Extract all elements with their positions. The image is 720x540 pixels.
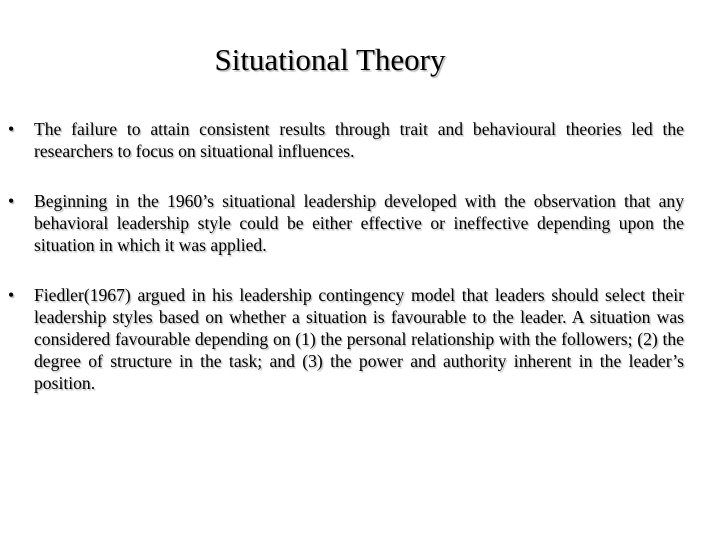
bullet-dot-icon: • <box>8 285 15 305</box>
bullet-item <box>8 118 684 162</box>
slide-title: Situational Theory <box>214 42 446 77</box>
bullet-dot-icon: • <box>8 119 15 139</box>
bullet-list <box>8 118 684 422</box>
bullet-text: Fiedler(1967) argued in his leadership contingency model that leaders should select their leadership styles based on whether a situation is favourable to the leader. A situation was considered favourable depending on (1) the personal relationship with the followers; (2) the degree of structure in the task; and (3) the power and authority inherent in the leader’s position. <box>34 285 684 393</box>
bullet-item <box>8 284 684 394</box>
bullet-dot-icon: • <box>8 191 15 211</box>
bullet-text: The failure to attain consistent results through trait and behavioural theories led the researchers to focus on situational influences. <box>34 119 684 161</box>
bullet-item <box>8 190 684 256</box>
bullet-text: Beginning in the 1960’s situational leadership developed with the observation that any behavioral leadership style could be either effective or ineffective depending upon the situation in which it was applied. <box>34 191 684 255</box>
